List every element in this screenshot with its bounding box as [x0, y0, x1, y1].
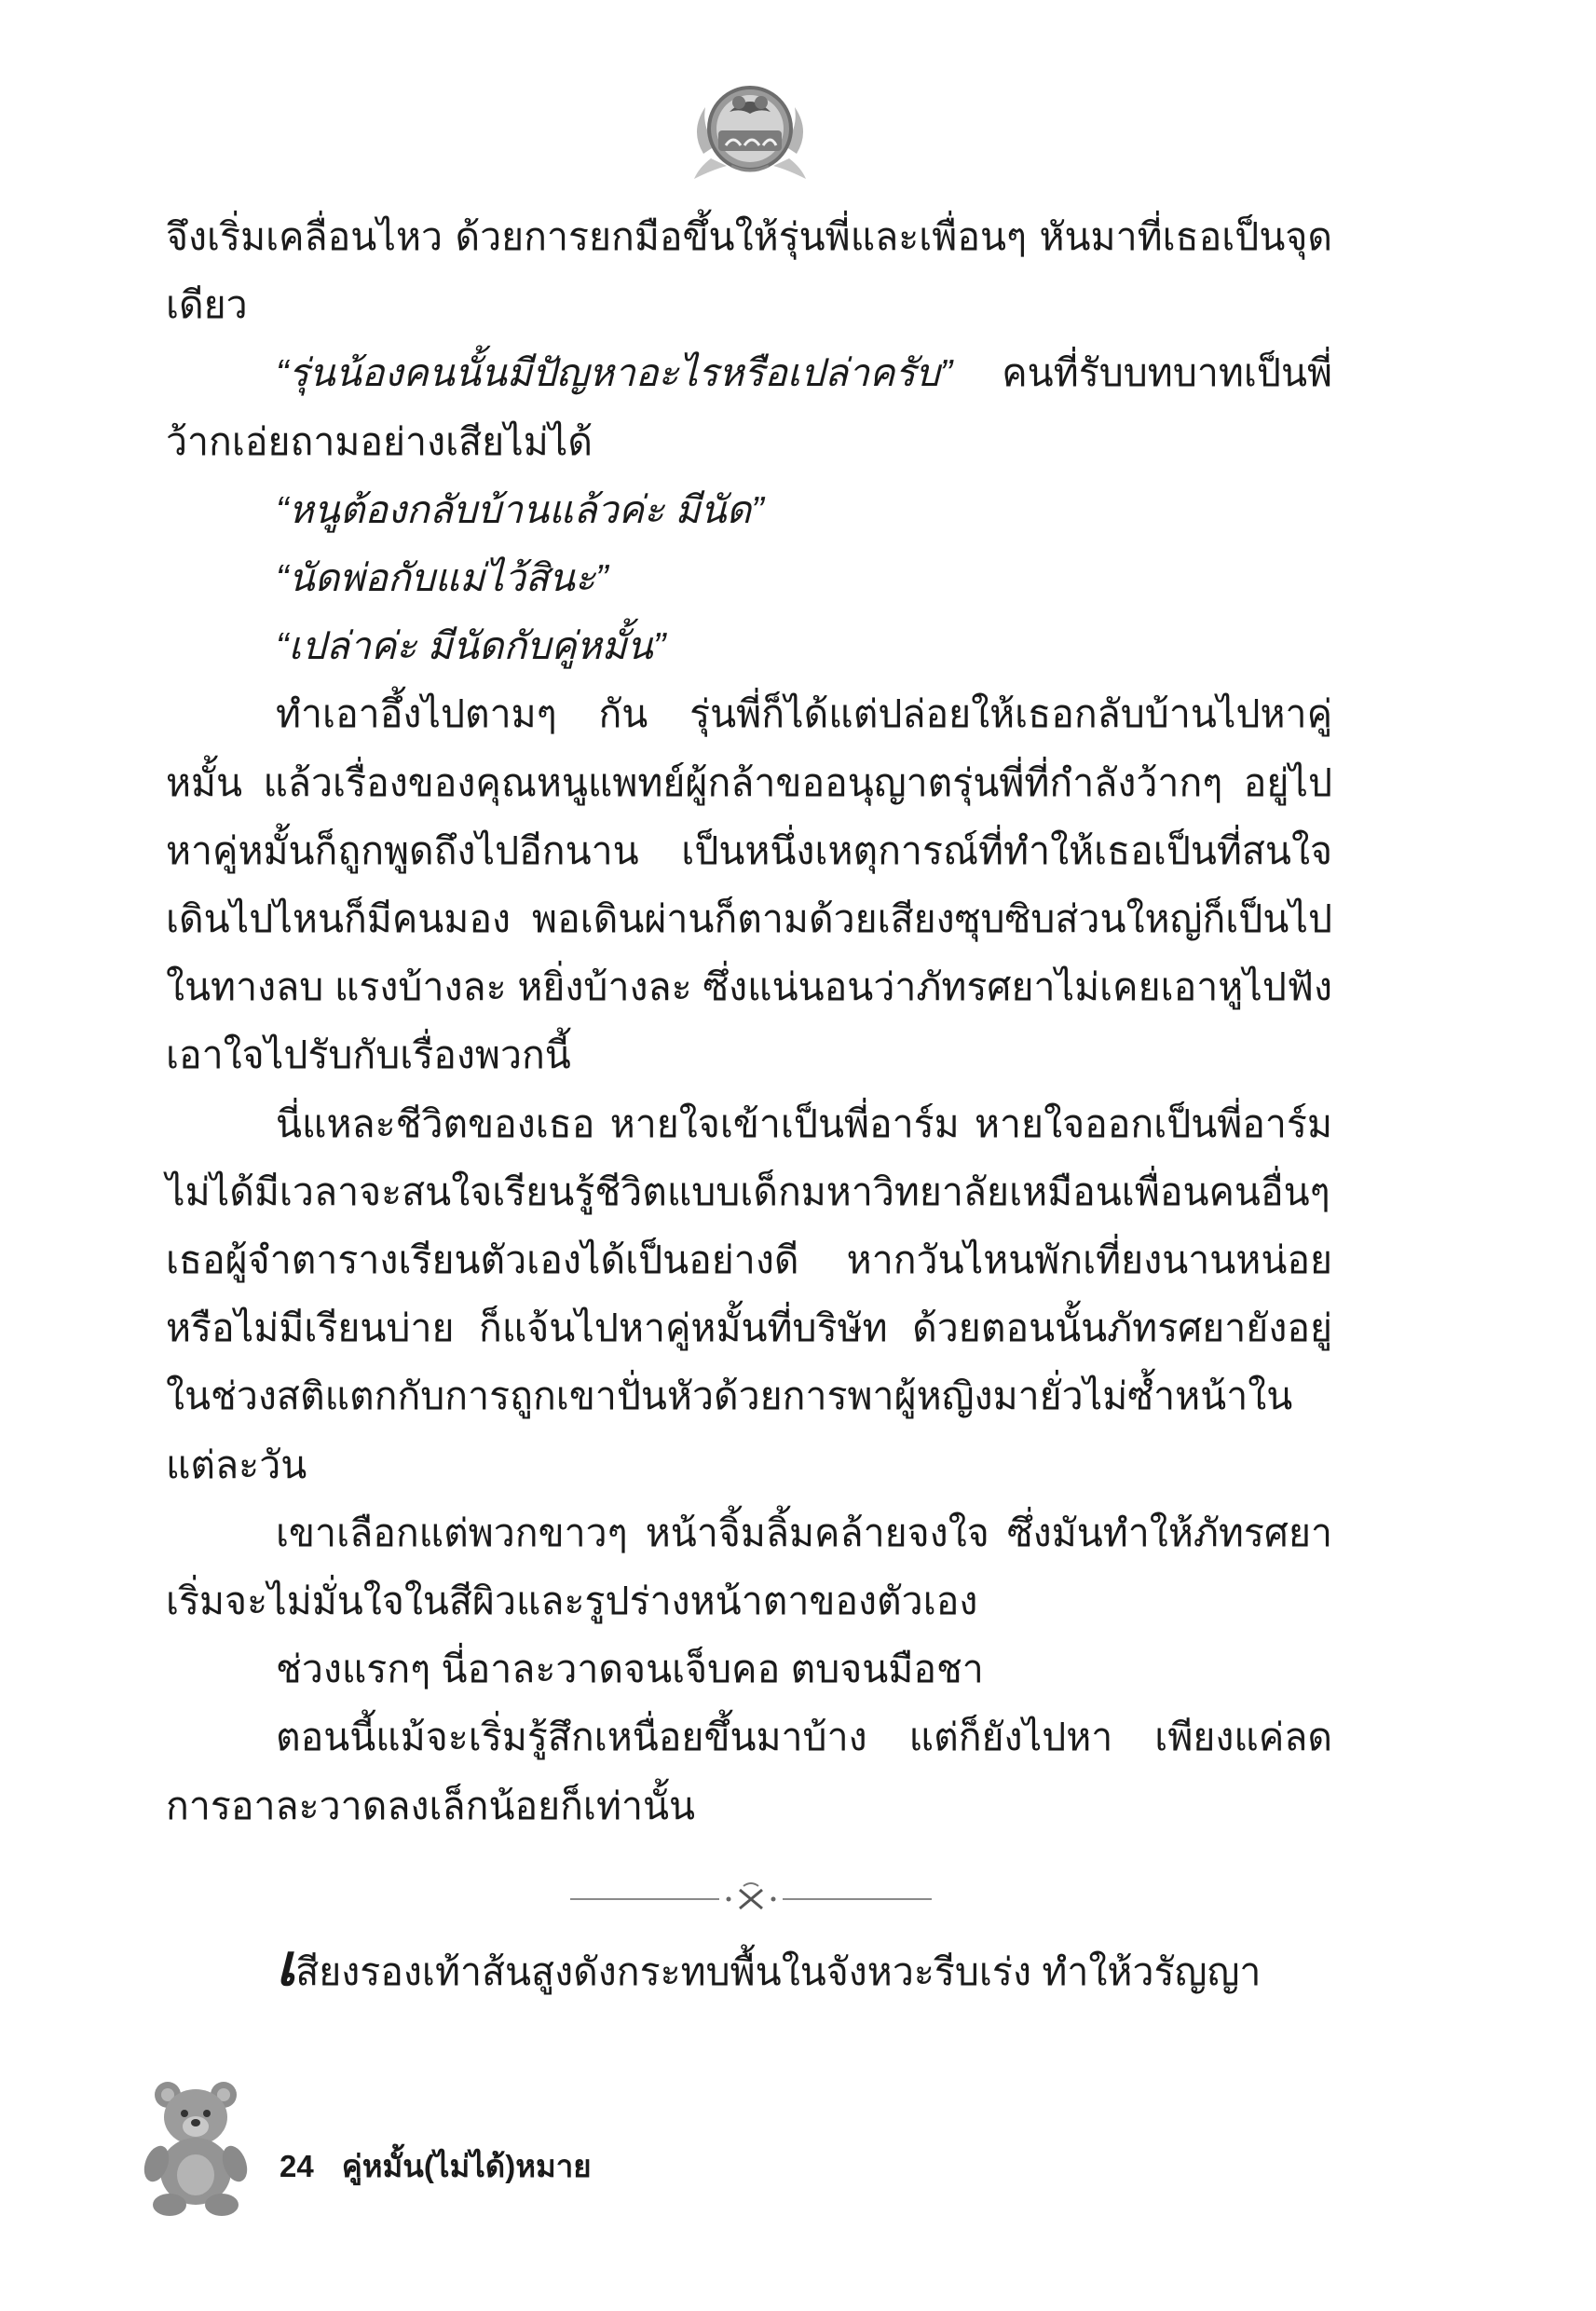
paragraph-10: ตอนนี้แม้จะเริ่มรู้สึกเหนื่อยขึ้นมาบ้าง แต่ก็ยังไปหา เพียงแค่ลดการอาละวาดลงเล็กน้อยก็เท่านั้น — [166, 1716, 1332, 1827]
main-body-text — [166, 203, 1332, 1840]
drop-cap: เ — [276, 1934, 296, 1998]
paragraph-7: นี่แหละชีวิตของเธอ หายใจเข้าเป็นพี่อาร์ม หายใจออกเป็นพี่อาร์มไม่ได้มีเวลาจะสนใจเรียนรู้ชีวิตแบบเด็กมหาวิทยาลัยเหมือนเพื่อนคนอื่นๆ เธอผู้จำตารางเรียนตัวเองได้เป็นอย่างดี หากวันไหนพักเที่ยงนานหน่อย หรือไม่มีเรียนบ่าย ก็แจ้นไปหาคู่หมั้นที่บริษัท ด้วยตอนนั้นภัทรศยายังอยู่ในช่วงสติแตกกับการถูกเขาปั่นหัวด้วยการพาผู้หญิงมายั่วไม่ซ้ำหน้าในแต่ละวัน — [166, 1101, 1332, 1486]
dialogue-quote: “รุ่นน้องคนนั้นมีปัญหาอะไรหรือเปล่าครับ” — [276, 351, 953, 395]
new-section-text: สียงรองเท้าส้นสูงดังกระทบพื้นในจังหวะรีบเร่ง ทำให้วรัญญา — [295, 1950, 1262, 1993]
paragraph-6: ทำเอาอึ้งไปตามๆ กัน รุ่นพี่ก็ได้แต่ปล่อยให้เธอกลับบ้านไปหาคู่หมั้น แล้วเรื่องของคุณหนูแพทย์ผู้กล้าขออนุญาตรุ่นพี่ที่กำลังว้ากๆ อยู่ไปหาคู่หมั้นก็ถูกพูดถึงไปอีกนาน เป็นหนึ่งเหตุการณ์ที่ทำให้เธอเป็นที่สนใจ เดินไปไหนก็มีคนมอง พอเดินผ่านก็ตามด้วยเสียงซุบซิบส่วนใหญ่ก็เป็นไปในทางลบ แรงบ้างละ หยิ่งบ้างละ ซึ่งแน่นอนว่าภัทรศยาไม่เคยเอาหูไปฟังเอาใจไปรับกับเรื่องพวกนี้ — [166, 692, 1332, 1077]
paragraph-8: เขาเลือกแต่พวกขาวๆ หน้าจิ้มลิ้มคล้ายจงใจ ซึ่งมันทำให้ภัทรศยาเริ่มจะไม่มั่นใจในสีผิวและรูปร่างหน้าตาของตัวเอง — [166, 1511, 1332, 1623]
paragraph-4: “นัดพ่อกับแม่ไว้สินะ” — [276, 556, 608, 600]
teddy-bear-icon — [140, 2078, 252, 2218]
ornamental-divider-icon — [570, 1879, 932, 1920]
page-number: 24 — [280, 2149, 314, 2183]
paragraph-2 — [166, 339, 1332, 475]
book-title: คู่หมั้น(ไม่ได้)หมาย — [341, 2149, 592, 2183]
dialogue-narration: คนที่รับบทบาทเป็นพี่ว้ากเอ่ยถามอย่างเสียไม่ได้ — [166, 351, 1332, 463]
paragraph-9: ช่วงแรกๆ นี่อาละวาดจนเจ็บคอ ตบจนมือชา — [276, 1648, 984, 1691]
publisher-crest-logo-icon — [685, 65, 815, 186]
new-section-paragraph — [276, 1934, 1332, 2006]
page-footer — [280, 2141, 592, 2191]
paragraph-1: จึงเริ่มเคลื่อนไหว ด้วยการยกมือขึ้นให้รุ่นพี่และเพื่อนๆ หันมาที่เธอเป็นจุดเดียว — [166, 215, 1332, 327]
paragraph-3: “หนูต้องกลับบ้านแล้วค่ะ มีนัด” — [276, 487, 764, 531]
paragraph-5: “เปล่าค่ะ มีนัดกับคู่หมั้น” — [276, 624, 666, 668]
